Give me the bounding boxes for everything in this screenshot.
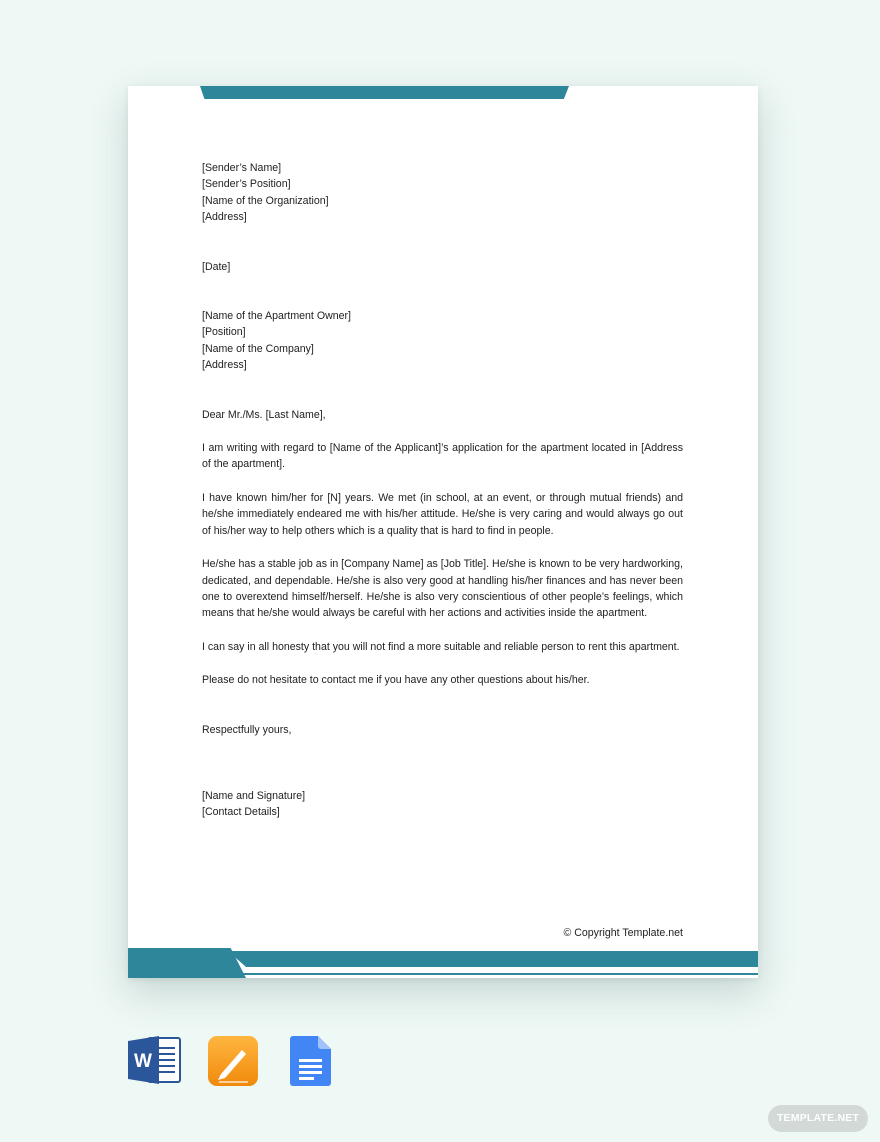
- signature-block: [202, 788, 683, 821]
- word-icon-letter: W: [134, 1051, 152, 1072]
- paragraph: Please do not hesitate to contact me if you have any other questions about his/her.: [202, 674, 590, 687]
- template-net-watermark: TEMPLATE.NET: [768, 1105, 868, 1132]
- sender-block: [202, 160, 683, 226]
- recipient-address: [Address]: [202, 359, 247, 372]
- closing: Respectfully yours,: [202, 723, 292, 736]
- recipient-position: [Position]: [202, 326, 246, 339]
- footer-accent-band-right: [228, 951, 758, 967]
- word-icon[interactable]: [128, 1034, 182, 1086]
- signature-contact: [Contact Details]: [202, 806, 280, 819]
- pages-icon[interactable]: [208, 1036, 258, 1086]
- letter-date: [Date]: [202, 260, 231, 273]
- copyright-notice: © Copyright Template.net: [563, 927, 683, 939]
- google-docs-icon[interactable]: [290, 1036, 331, 1086]
- paragraph: I have known him/her for [N] years. We met (in school, at an event, or through mutual friends) and he/she immediately endeared me with his/her attitude. He/she is very caring and would always go out of his/her way to help others which is a quality that is hard to find in people.: [202, 491, 683, 537]
- letter-body: [202, 160, 683, 821]
- recipient-block: [202, 308, 683, 374]
- header-accent-band: [200, 86, 569, 99]
- signature-name: [Name and Signature]: [202, 789, 306, 802]
- paragraph: He/she has a stable job as in [Company Name] as [Job Title]. He/she is known to be very hardworking, dedicated, and dependable. He/she is also very good at handling his/her finances and has never been one to overextend himself/herself. He/she is also very conscientious of other people’s feelings, which means that he/she would always be careful with her actions and activities inside the apartment.: [202, 558, 683, 620]
- sender-position: [Sender’s Position]: [202, 178, 291, 191]
- paragraph: I can say in all honesty that you will not find a more suitable and reliable person to rent this apartment.: [202, 640, 680, 653]
- recipient-company: [Name of the Company]: [202, 342, 314, 355]
- footer-accent-line: [128, 973, 758, 975]
- paragraph: I am writing with regard to [Name of the Applicant]’s application for the apartment located in [Address of the apartment].: [202, 442, 683, 471]
- sender-organization: [Name of the Organization]: [202, 194, 329, 207]
- sender-address: [Address]: [202, 211, 247, 224]
- letter-page: [128, 86, 758, 978]
- sender-name: [Sender’s Name]: [202, 162, 282, 174]
- salutation: Dear Mr./Ms. [Last Name],: [202, 408, 326, 421]
- recipient-name: [Name of the Apartment Owner]: [202, 310, 351, 323]
